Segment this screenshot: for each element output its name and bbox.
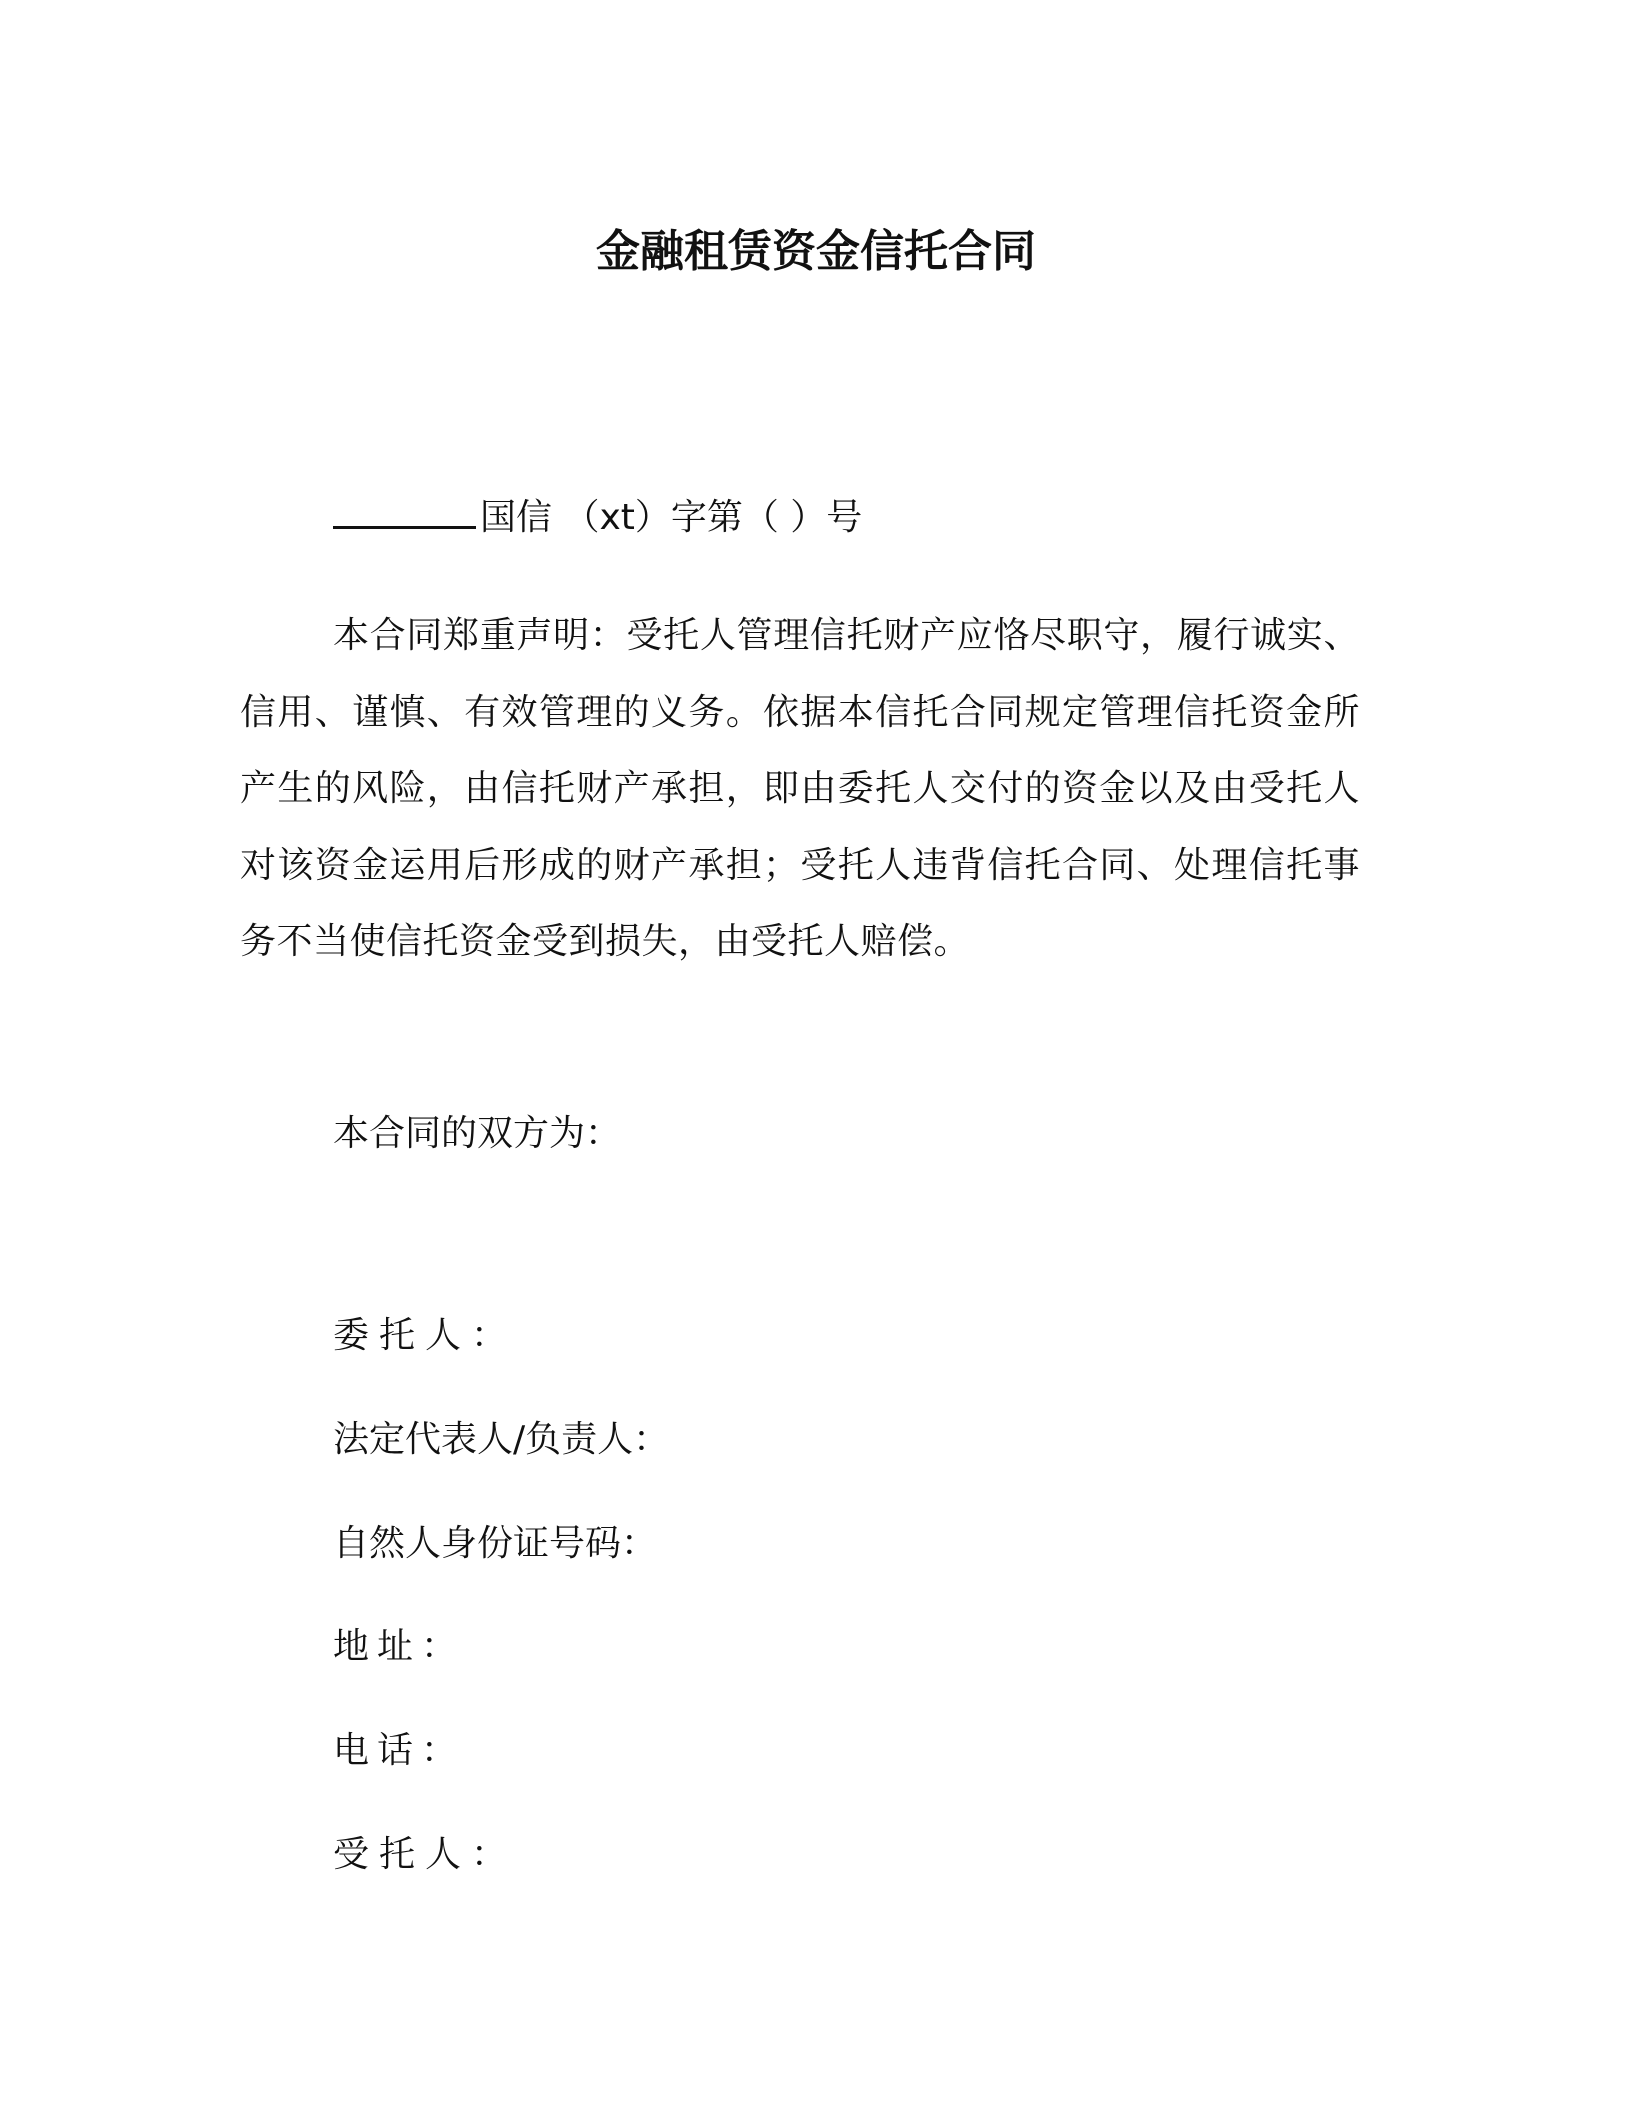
phone-field: 电话： (333, 1730, 466, 1771)
reference-blank (333, 496, 476, 529)
reference-number-line (333, 494, 862, 542)
id-number-field: 自然人身份证号码： (333, 1523, 658, 1564)
trustee-field: 受托人： (333, 1834, 518, 1875)
reference-text: 国信 （xt）字第（ ）号 (480, 497, 863, 538)
declaration-paragraph: 本合同郑重声明：受托人管理信托财产应恪尽职守，履行诚实、信用、谨慎、有效管理的义务。依据本信托合同规定管理信托资金所产生的风险，由信托财产承担，即由委托人交付的资金以及由受托人对该资金运用后形成的财产承担；受托人违背信托合同、处理信托事务不当使信托资金受到损失，由受托人赔偿。 (240, 615, 1360, 962)
address-field: 地址： (333, 1626, 466, 1667)
document-title: 金融租赁资金信托合同 (596, 226, 1036, 277)
parties-intro: 本合同的双方为： (333, 1113, 622, 1154)
trustor-field: 委托人： (333, 1315, 518, 1356)
legal-representative-field: 法定代表人/负责人： (333, 1419, 670, 1460)
